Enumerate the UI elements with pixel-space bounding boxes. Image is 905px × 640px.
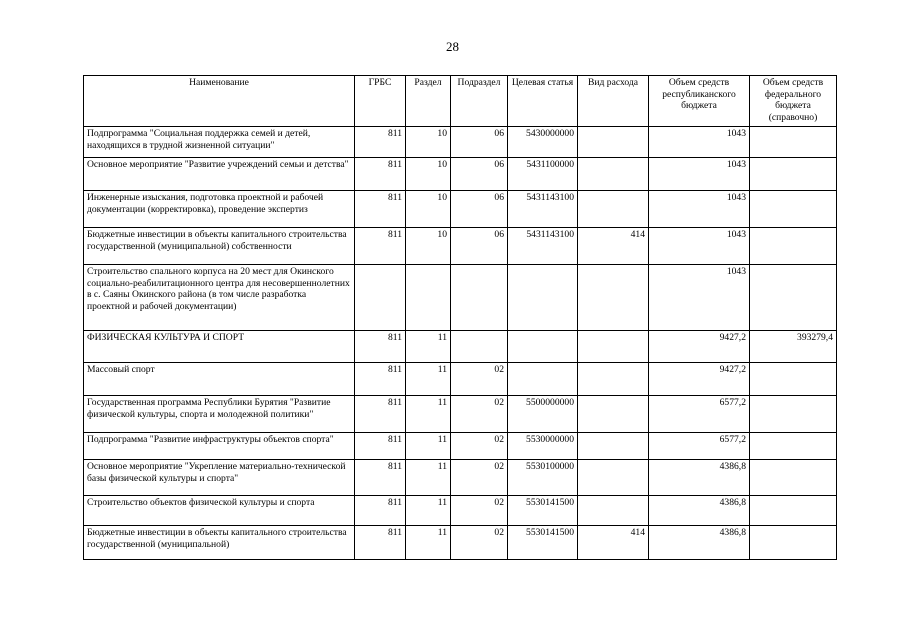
cell-vid-raskhoda <box>578 265 649 331</box>
cell-fed-budget <box>750 526 837 560</box>
cell-resp-budget: 1043 <box>649 158 750 191</box>
cell-razdel: 10 <box>406 191 451 228</box>
cell-grbs: 811 <box>355 496 406 526</box>
header-resp-budget: Объем средств республиканского бюджета <box>649 76 750 127</box>
cell-razdel: 10 <box>406 127 451 158</box>
cell-fed-budget <box>750 158 837 191</box>
cell-fed-budget <box>750 496 837 526</box>
cell-grbs: 811 <box>355 331 406 363</box>
cell-vid-raskhoda <box>578 460 649 496</box>
table-row <box>84 460 837 496</box>
cell-razdel: 11 <box>406 433 451 460</box>
cell-resp-budget: 4386,8 <box>649 526 750 560</box>
cell-razdel: 10 <box>406 228 451 265</box>
table-row <box>84 265 837 331</box>
cell-resp-budget: 4386,8 <box>649 496 750 526</box>
cell-razdel: 11 <box>406 363 451 396</box>
table-header-row <box>84 76 837 127</box>
table-row <box>84 127 837 158</box>
header-fed-budget: Объем средств федерального бюджета (справочно) <box>750 76 837 127</box>
cell-podrazdel: 02 <box>451 460 508 496</box>
cell-celevaya-statya <box>508 265 578 331</box>
table-row <box>84 331 837 363</box>
cell-grbs: 811 <box>355 228 406 265</box>
cell-celevaya-statya: 5530141500 <box>508 526 578 560</box>
cell-celevaya-statya: 5430000000 <box>508 127 578 158</box>
cell-grbs: 811 <box>355 158 406 191</box>
cell-vid-raskhoda <box>578 127 649 158</box>
cell-vid-raskhoda <box>578 191 649 228</box>
cell-grbs: 811 <box>355 396 406 433</box>
table-row <box>84 191 837 228</box>
cell-vid-raskhoda: 414 <box>578 228 649 265</box>
cell-name: Бюджетные инвестиции в объекты капитального строительства государственной (муниципальной) собственности <box>84 228 355 265</box>
cell-resp-budget: 1043 <box>649 228 750 265</box>
header-podrazdel: Подраздел <box>451 76 508 127</box>
cell-resp-budget: 6577,2 <box>649 396 750 433</box>
cell-vid-raskhoda <box>578 433 649 460</box>
cell-razdel: 10 <box>406 158 451 191</box>
cell-celevaya-statya: 5530000000 <box>508 433 578 460</box>
cell-celevaya-statya: 5500000000 <box>508 396 578 433</box>
cell-podrazdel: 02 <box>451 526 508 560</box>
cell-podrazdel <box>451 265 508 331</box>
cell-vid-raskhoda <box>578 363 649 396</box>
cell-celevaya-statya: 5431143100 <box>508 191 578 228</box>
cell-fed-budget <box>750 127 837 158</box>
cell-name: Строительство спального корпуса на 20 мест для Окинского социально-реабилитационного центра для несовершеннолетних в с. Саяны Окинского района (в том числе разработка проектной и рабочей документации) <box>84 265 355 331</box>
cell-resp-budget: 1043 <box>649 191 750 228</box>
cell-fed-budget: 393279,4 <box>750 331 837 363</box>
table-row <box>84 526 837 560</box>
cell-podrazdel: 02 <box>451 363 508 396</box>
cell-fed-budget <box>750 433 837 460</box>
cell-grbs: 811 <box>355 363 406 396</box>
header-name: Наименование <box>84 76 355 127</box>
cell-grbs: 811 <box>355 127 406 158</box>
cell-razdel: 11 <box>406 526 451 560</box>
cell-name: Основное мероприятие "Укрепление материально-технической базы физической культуры и спорта" <box>84 460 355 496</box>
cell-resp-budget: 1043 <box>649 127 750 158</box>
cell-razdel <box>406 265 451 331</box>
cell-fed-budget <box>750 363 837 396</box>
table-row <box>84 363 837 396</box>
header-celevaya-statya: Целевая статья <box>508 76 578 127</box>
cell-celevaya-statya: 5431143100 <box>508 228 578 265</box>
cell-name: Инженерные изыскания, подготовка проектной и рабочей документации (корректировка), проведение экспертиз <box>84 191 355 228</box>
cell-name: Массовый спорт <box>84 363 355 396</box>
cell-vid-raskhoda <box>578 396 649 433</box>
cell-grbs <box>355 265 406 331</box>
cell-podrazdel: 06 <box>451 127 508 158</box>
cell-fed-budget <box>750 396 837 433</box>
cell-name: ФИЗИЧЕСКАЯ КУЛЬТУРА И СПОРТ <box>84 331 355 363</box>
cell-name: Подпрограмма "Развитие инфраструктуры объектов спорта" <box>84 433 355 460</box>
cell-podrazdel: 02 <box>451 433 508 460</box>
cell-resp-budget: 4386,8 <box>649 460 750 496</box>
cell-name: Бюджетные инвестиции в объекты капитального строительства государственной (муниципальной) <box>84 526 355 560</box>
cell-resp-budget: 9427,2 <box>649 331 750 363</box>
cell-podrazdel: 02 <box>451 496 508 526</box>
page-number: 28 <box>446 39 459 54</box>
cell-name: Основное мероприятие "Развитие учреждений семьи и детства" <box>84 158 355 191</box>
cell-name: Строительство объектов физической культуры и спорта <box>84 496 355 526</box>
cell-razdel: 11 <box>406 460 451 496</box>
cell-fed-budget <box>750 228 837 265</box>
cell-celevaya-statya: 5530141500 <box>508 496 578 526</box>
cell-vid-raskhoda: 414 <box>578 526 649 560</box>
cell-podrazdel: 06 <box>451 158 508 191</box>
cell-razdel: 11 <box>406 496 451 526</box>
cell-resp-budget: 6577,2 <box>649 433 750 460</box>
cell-vid-raskhoda <box>578 331 649 363</box>
table-row <box>84 228 837 265</box>
header-grbs: ГРБС <box>355 76 406 127</box>
cell-fed-budget <box>750 191 837 228</box>
cell-celevaya-statya <box>508 331 578 363</box>
cell-vid-raskhoda <box>578 496 649 526</box>
table-row <box>84 396 837 433</box>
cell-podrazdel: 06 <box>451 228 508 265</box>
table-row <box>84 496 837 526</box>
cell-podrazdel <box>451 331 508 363</box>
cell-razdel: 11 <box>406 396 451 433</box>
cell-vid-raskhoda <box>578 158 649 191</box>
header-vid-raskhoda: Вид расхода <box>578 76 649 127</box>
cell-grbs: 811 <box>355 526 406 560</box>
table-body <box>84 127 837 560</box>
cell-resp-budget: 9427,2 <box>649 363 750 396</box>
cell-podrazdel: 06 <box>451 191 508 228</box>
cell-name: Подпрограмма "Социальная поддержка семей и детей, находящихся в трудной жизненной ситуации" <box>84 127 355 158</box>
table-row <box>84 433 837 460</box>
cell-fed-budget <box>750 265 837 331</box>
cell-grbs: 811 <box>355 460 406 496</box>
budget-table <box>83 75 837 560</box>
header-razdel: Раздел <box>406 76 451 127</box>
cell-fed-budget <box>750 460 837 496</box>
cell-resp-budget: 1043 <box>649 265 750 331</box>
cell-grbs: 811 <box>355 433 406 460</box>
cell-celevaya-statya <box>508 363 578 396</box>
table-row <box>84 158 837 191</box>
cell-celevaya-statya: 5431100000 <box>508 158 578 191</box>
cell-podrazdel: 02 <box>451 396 508 433</box>
cell-celevaya-statya: 5530100000 <box>508 460 578 496</box>
cell-name: Государственная программа Республики Бурятия "Развитие физической культуры, спорта и молодежной политики" <box>84 396 355 433</box>
cell-grbs: 811 <box>355 191 406 228</box>
cell-razdel: 11 <box>406 331 451 363</box>
